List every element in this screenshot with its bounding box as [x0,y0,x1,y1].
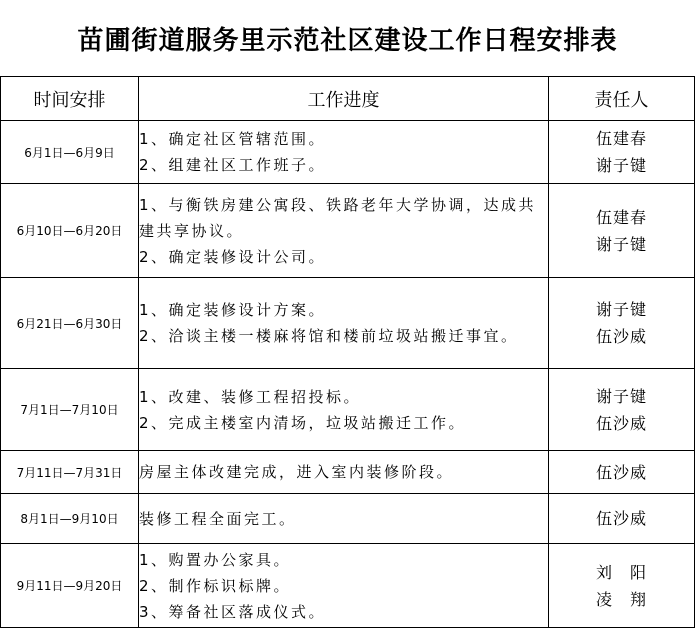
progress-line: 1、改建、装修工程招投标。 [139,387,362,406]
header-progress: 工作进度 [139,77,549,121]
progress-cell [139,121,549,184]
responsible-cell [549,544,695,628]
person-name: 伍沙威 [595,462,647,482]
time-cell: 7月11日—7月31日 [1,451,139,494]
person-name: 凌 翔 [595,589,647,609]
time-cell: 8月1日—9月10日 [1,494,139,544]
page-title: 苗圃街道服务里示范社区建设工作日程安排表 [77,25,618,56]
progress-line: 1、购置办公家具。 [139,550,292,569]
progress-cell [139,494,549,544]
progress-cell [139,544,549,628]
table-row [1,278,695,369]
progress-line: 2、洽谈主楼一楼麻将馆和楼前垃圾站搬迁事宜。 [139,327,519,345]
person-name: 伍沙威 [595,413,647,433]
progress-line: 1、与衡铁房建公寓段、铁路老年大学协调，达成共建共享协议。 [139,195,537,240]
header-time: 时间安排 [1,77,139,121]
responsible-cell [549,278,695,369]
progress-cell [139,369,549,451]
person-name: 伍建春 [595,129,647,148]
person-name: 伍建春 [595,207,647,227]
header-responsible: 责任人 [549,77,695,121]
time-cell: 9月11日—9月20日 [1,544,139,628]
progress-line: 3、筹备社区落成仪式。 [139,602,327,621]
responsible-cell [549,369,695,451]
progress-line: 2、组建社区工作班子。 [139,156,327,174]
person-name: 谢子键 [595,300,647,319]
person-name: 谢子键 [595,156,647,175]
table-row [1,121,695,184]
progress-cell [139,184,549,278]
progress-line: 2、确定装修设计公司。 [139,247,327,266]
schedule-table [0,76,695,628]
time-cell: 6月10日—6月20日 [1,184,139,278]
time-cell: 6月21日—6月30日 [1,278,139,369]
responsible-cell [549,494,695,544]
table-row [1,494,695,544]
person-name: 伍沙威 [595,327,647,346]
table-row [1,184,695,278]
progress-line: 1、确定装修设计方案。 [139,301,327,319]
progress-line: 1、确定社区管辖范围。 [139,130,327,148]
responsible-cell [549,184,695,278]
progress-line: 装修工程全面完工。 [139,509,297,528]
responsible-cell [549,121,695,184]
table-row [1,369,695,451]
progress-cell [139,278,549,369]
time-cell: 7月1日—7月10日 [1,369,139,451]
person-name: 谢子键 [595,386,647,406]
person-name: 谢子键 [595,234,647,254]
table-row [1,451,695,494]
responsible-cell [549,451,695,494]
progress-cell [139,451,549,494]
progress-line: 2、制作标识标牌。 [139,576,292,595]
table-row [1,544,695,628]
person-name: 伍沙威 [595,509,647,528]
table-header-row [1,77,695,121]
person-name: 刘 阳 [595,562,647,582]
progress-line: 房屋主体改建完成，进入室内装修阶段。 [139,463,455,481]
time-cell: 6月1日—6月9日 [1,121,139,184]
progress-line: 2、完成主楼室内清场，垃圾站搬迁工作。 [139,413,467,432]
